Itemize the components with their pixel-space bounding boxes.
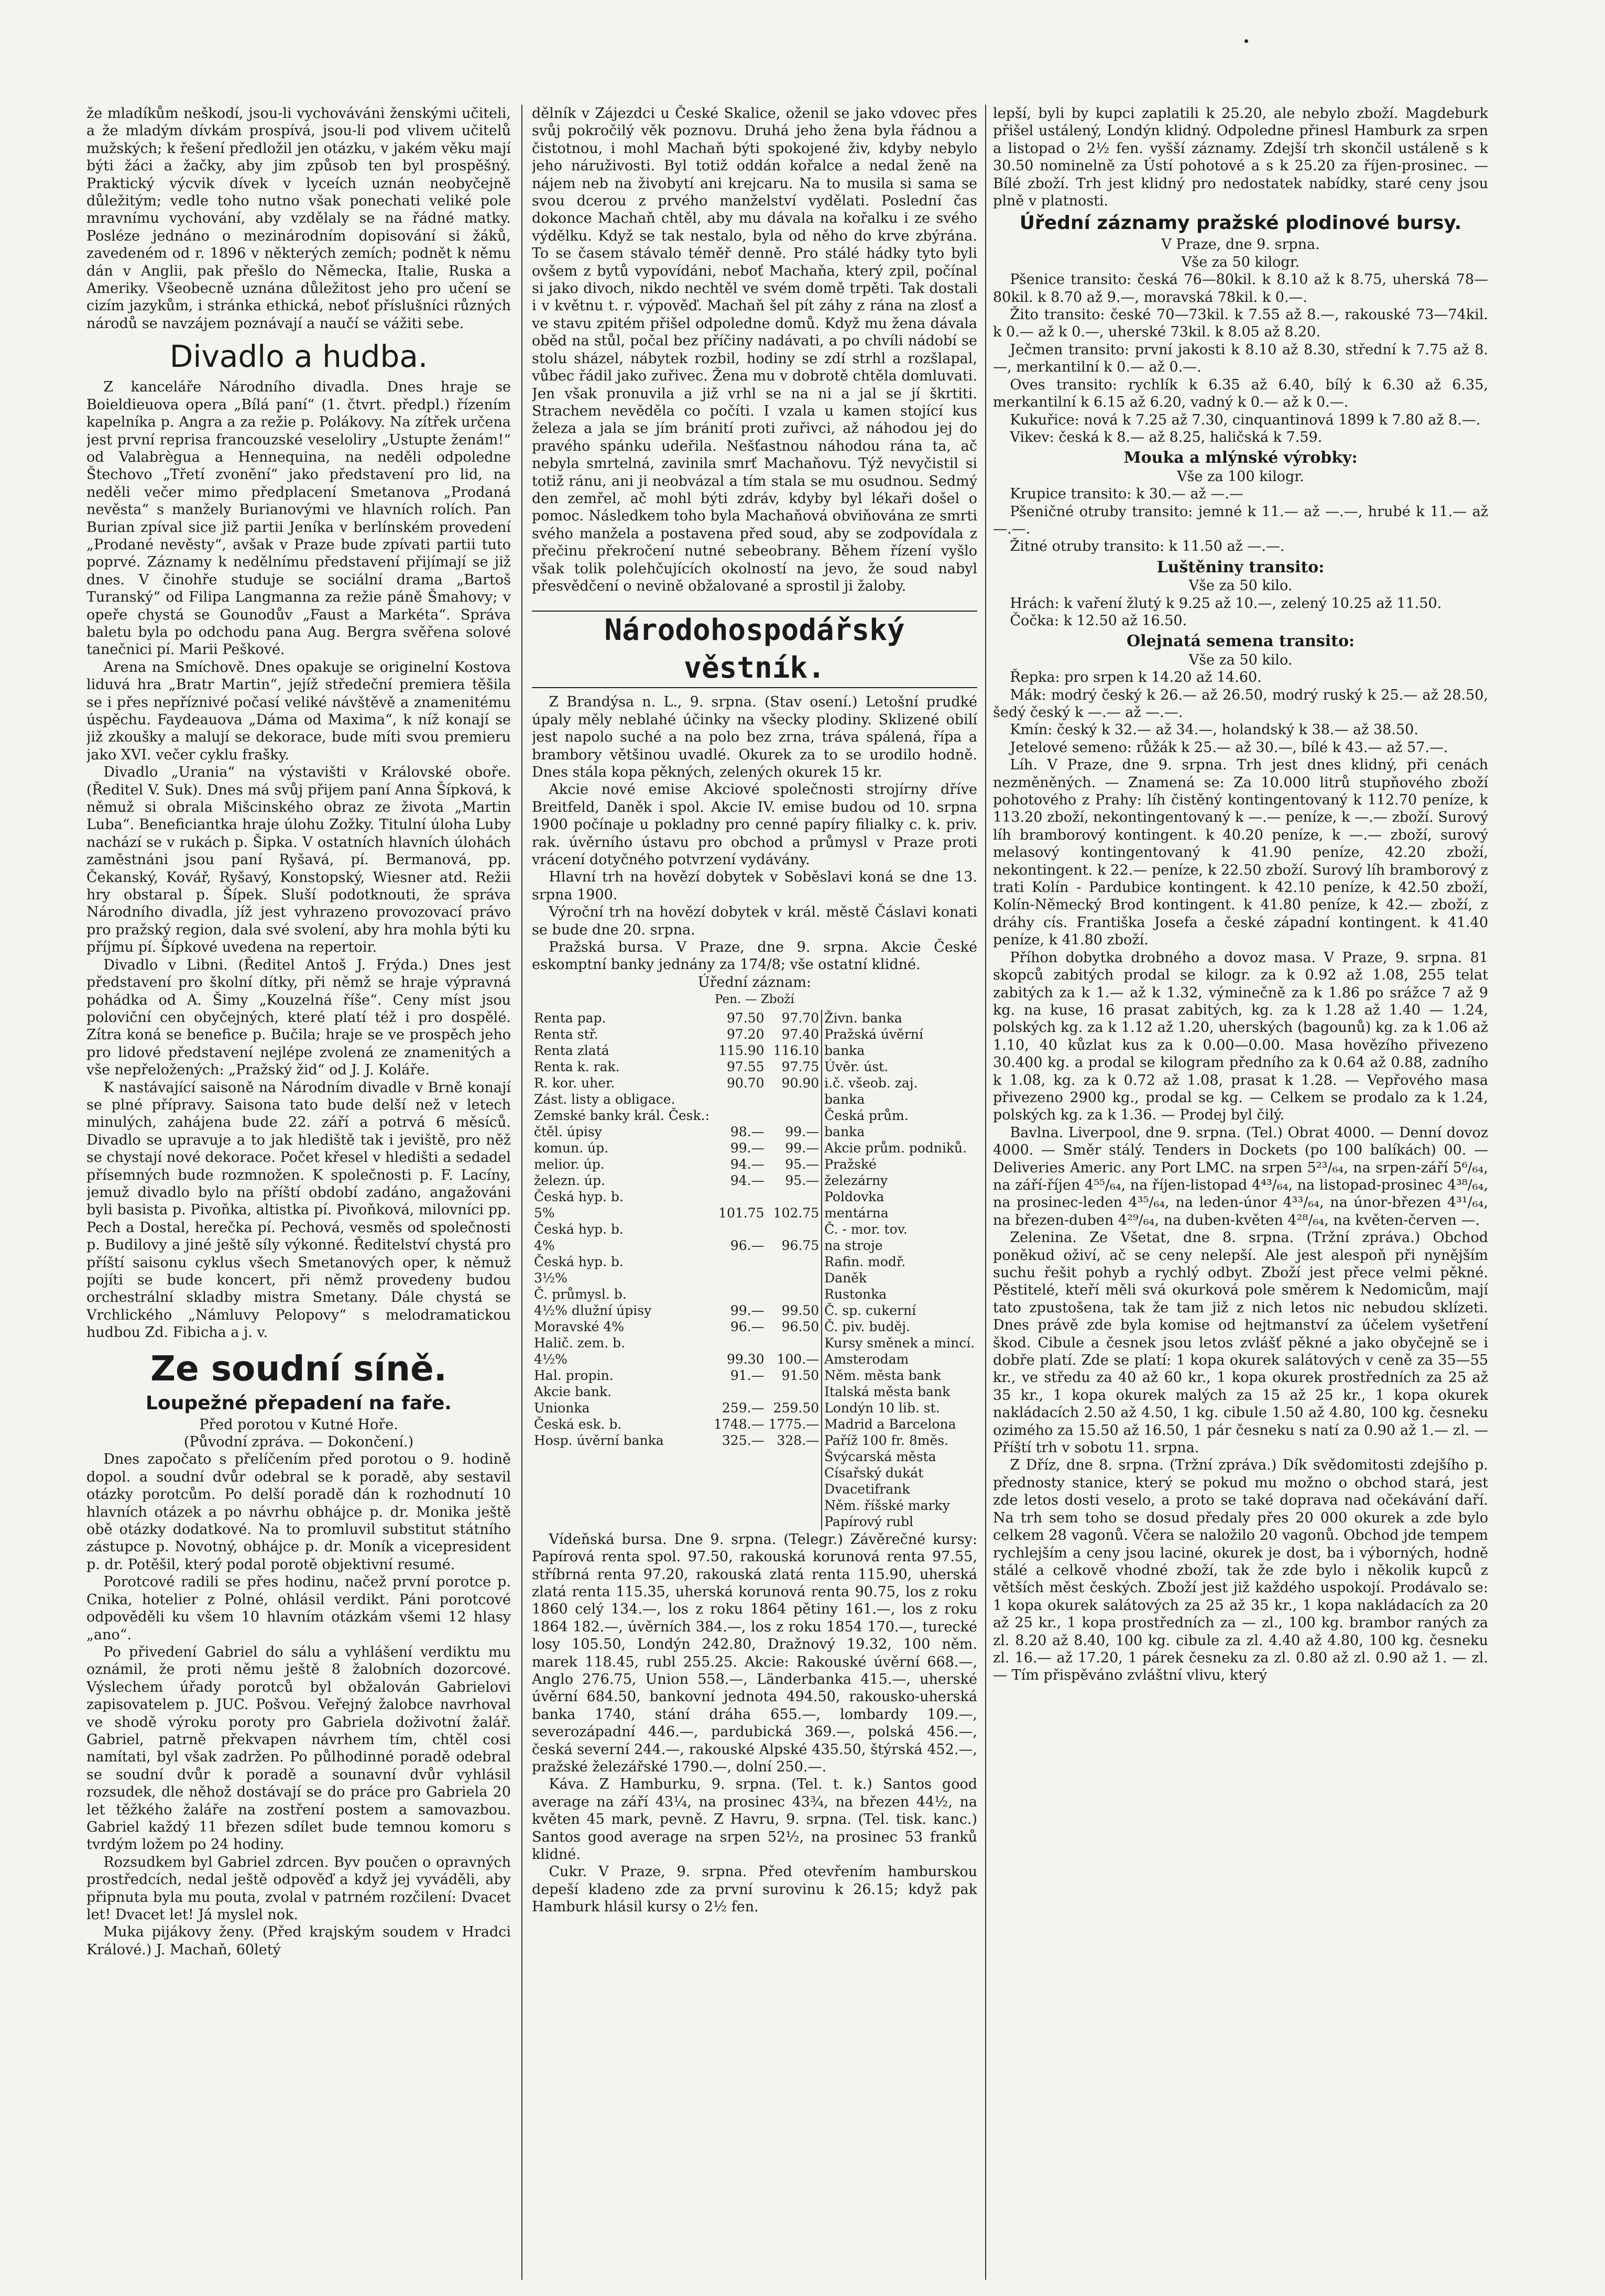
list-item: Jetelové semeno: růžák k 25.— až 30.—, bílé k 43.— až 57.—.	[1010, 739, 1448, 756]
table-cell: 98.—	[730, 1124, 765, 1139]
table-cell: Švýcarská města	[822, 1449, 977, 1465]
table-cell: 99.30	[727, 1351, 765, 1367]
table-cell: Rafin. modř.	[822, 1254, 977, 1270]
table-cell: Úvěr. úst.	[822, 1059, 977, 1075]
table-cell: 5%	[534, 1205, 555, 1221]
column-3	[993, 105, 1488, 1684]
table-cell	[712, 1221, 767, 1237]
table-cell	[767, 1254, 822, 1270]
table-cell	[767, 1335, 822, 1351]
table-cell: Italská města bank	[822, 1384, 977, 1400]
table-row	[532, 1237, 977, 1254]
table-cell: Moravské 4%	[534, 1319, 625, 1334]
section-heading-divadlo: Divadlo a hudba.	[169, 339, 428, 375]
table-cell: 94.—	[730, 1172, 765, 1188]
table-cell: Něm. říšské marky	[822, 1497, 977, 1514]
page-dot	[1244, 39, 1248, 43]
table-cell: Živn. banka	[822, 1010, 977, 1026]
table-cell	[767, 1497, 822, 1514]
table-row	[532, 1432, 977, 1449]
table-row	[532, 1384, 977, 1400]
table-cell: banka	[822, 1091, 977, 1107]
table-row	[532, 1107, 977, 1124]
table-cell	[712, 1107, 767, 1124]
table-cell: 97.55	[727, 1059, 765, 1074]
list-item: Pšeničné otruby transito: jemné k 11.— až —.—, hrubé k 11.— až —.—.	[993, 503, 1488, 537]
paragraph: Z kanceláře Národního divadla. Dnes hraje se Boieldieuova opera „Bílá paní“ (1. čtvrt. předpl.) řízením kapelníka p. Angra a za režie p. Polákovy. Na zítřek určena jest první reprisa francouzské veseloliry „Ustupte ženám!“ od Valabrègua a Hennequina, na neděli odpoledne Štechovo „Třetí zvonění“ jako představení pro lid, na neděli večer mimo předplacení Smetanova „Prodaná nevěsta“ s manžely Burianovými ve hlavních rolích. Pan Burian zpíval sice již partii Jeníka v berlínském provedení „Prodané nevěsty“, avšak v Praze bude zpívati partii tuto poprvé. Záznamy k nedělnímu představení přijímají se již dnes. V činohře studuje se sociální drama „Bartoš Turanský“ od Filipa Langmanna za režie páně Šmahovy; v opeře chystá se Gounodův „Faust a Markéta“. Správa baletu byla po odchodu pana Aug. Bergra svěřena solové tanečnici pí. Marii Peškové.	[86, 379, 511, 658]
table-cell: Hal. propin.	[534, 1367, 614, 1383]
table-cell: železn. úp.	[534, 1172, 605, 1188]
table-cell	[712, 1497, 767, 1514]
table-cell: Unionka	[534, 1400, 590, 1416]
table-cell: 99.—	[785, 1124, 820, 1139]
table-cell: Zemské banky král. Česk.:	[534, 1107, 709, 1123]
table-row	[532, 1075, 977, 1091]
table-cell: mentárna	[822, 1205, 977, 1221]
table-cell	[712, 1465, 767, 1481]
table-cell: 95.—	[785, 1172, 820, 1188]
table-cell: Č. průmysl. b.	[534, 1286, 627, 1302]
list-item: Krupice transito: k 30.— až —.—	[1010, 486, 1243, 503]
table-row	[532, 1124, 977, 1140]
section-heading-narodohospodarsky: Národohospodářský věstník.	[532, 611, 977, 688]
table-cell	[532, 1481, 712, 1497]
table-cell	[767, 1384, 822, 1400]
table-cell: Zást. listy a obligace.	[534, 1091, 675, 1107]
paragraph: Z Brandýsa n. L., 9. srpna. (Stav osení.) Letošní prudké úpaly měly neblahé účinky na všecky plodiny. Sklizené obilí jest napolo suché a na polo bez zrna, tráva spálená, řípa a brambory většinou uvadlé. Okurek za to se urodilo hodně. Dnes stála kopa pěkných, zelených okurek 15 kr.	[532, 694, 977, 780]
subheading: V Praze, dne 9. srpna.	[1161, 236, 1320, 253]
table-cell	[767, 1465, 822, 1481]
table-cell	[532, 1497, 712, 1514]
table-cell	[767, 1221, 822, 1237]
list-item: Pšenice transito: česká 76—80kil. k 8.10 až k 8.75, uherská 78—80kil. k 8.70 až 9.—, moravská 78kil. k 0.—.	[993, 271, 1488, 306]
table-cell: Č. - mor. tov.	[822, 1221, 977, 1237]
table-cell: Amsterodam	[822, 1351, 977, 1367]
table-cell: Rustonka	[822, 1286, 977, 1302]
list-item: Oves transito: rychlík k 6.35 až 6.40, bílý k 6.30 až 6.35, merkantilní k 6.15 až 6.20, vadný k 0.— až k 0.—.	[993, 376, 1488, 411]
table-row	[532, 1449, 977, 1465]
paragraph: K nastávající saisoně na Národním divadle v Brně konají se plné přípravy. Saisona tato bude delší než v letech minulých, zahájena bude 22. září a potrvá 6 měsíců. Divadlo se upravuje a to jak hlediště tak i jeviště, pro něž se chystají nové dekorace. Počet křesel v hledišti a sedadel přísemných bude rozmnožen. K společnosti p. F. Lacíny, jemuž divadlo bylo na příští období zadáno, angažováni byli basista p. Pivoňka, altistka pí. Pivoňková, milovníci pp. Pech a Dostal, herečka pí. Pechová, vesměs od společnosti p. Budilovy a jiné ještě síly výkonné. Ředitelství chystá pro příští saisonu cyklus všech Smetanových oper, k němuž pojíti se bude koncert, při němž provedeny budou orchestrální skladby mistra Smetany. Dále chystá se Vrchlického „Námluvy Pelopovy“ s melodramatickou hudbou Zd. Fibicha a j. v.	[86, 1079, 511, 1341]
table-cell: Renta stř.	[534, 1026, 598, 1042]
paragraph: Rozsudkem byl Gabriel zdrcen. Byv poučen o opravných prostředcích, nedal ještě odpověď a když jej vyváděli, aby připnuta byla mu pouta, zvolal v patrném rozčilení: Dvacet let! Dvacet let! Já myslel nok.	[86, 1854, 511, 1923]
column-rule	[521, 105, 522, 2280]
paragraph: Porotcové radili se přes hodinu, načež první porotce p. Cnika, hotelier z Polné, ohlásil verdikt. Páni porotcové odpověděli ku všem 10 hlavním otázkám všemi 12 hlasy „ano“.	[86, 1574, 511, 1643]
table-cell	[712, 1514, 767, 1530]
list-item: Mák: modrý český k 26.— až 26.50, modrý ruský k 25.— až 28.50, šedý český k —.— až —.—.	[993, 687, 1488, 721]
table-cell: na stroje	[822, 1237, 977, 1254]
table-cell	[712, 1335, 767, 1351]
table-cell: Česká hyp. b.	[534, 1189, 624, 1204]
paragraph: lepší, byli by kupci zaplatili k 25.20, ale nebylo zboží. Magdeburk přišel ustálený, Londýn klidný. Odpoledne přinesl Hamburk za srpen a listopad o 2½ fen. vyšší záznamy. Zdejší trh skončil ustáleně s k 30.50 nominelně za Ústí pohotové a s k 25.20 za říjen-prosinec. — Bílé zboží. Trh jest klidný pro nedostatek nabídky, staré ceny jsou plně v platnosti.	[993, 105, 1488, 210]
table-cell: 101.75	[718, 1205, 765, 1221]
table-cell: 97.40	[781, 1026, 820, 1042]
table-cell: 99.50	[781, 1302, 820, 1318]
table-cell: Česká esk. b.	[534, 1416, 622, 1432]
table-row	[532, 1172, 977, 1189]
table-cell	[712, 1189, 767, 1205]
list-item: Žitné otruby transito: k 11.50 až —.—.	[1010, 538, 1285, 555]
paragraph: Arena na Smíchově. Dnes opakuje se originelní Kostova liduvá hra „Bratr Martin“, jejíž středeční premiera těšila se i přes nepříznivé počasí veliké návštěvě a znamenitému úspěchu. Faydeauova „Dáma od Maxima“, k níž konají se již zkoušky a malují se dekorace, bude míti svou premieru jako XVI. večer cyklu frašky.	[86, 659, 511, 763]
table-cell: 102.75	[773, 1205, 820, 1221]
paragraph: dělník v Zájezdci u České Skalice, oženil se jako vdovec přes svůj pokročilý věk poznovu. Druhá jeho žena byla řádnou a čistotnou, i mohl Machaň býti spokojené živ, kdyby nebylo jeho náruživosti. Byl totiž oddán kořalce a nedal ženě na nájem neb na živobytí ani krejcaru. Na to musila si sama se svou dcerou z prvého manželství vydělati. Poslední čas dokonce Machaň chtěl, aby mu dávala na kořalku i ze svého výdělku. Když se tak nestalo, byla od něho do krve zbýrána. To se časem stávalo téměř denně. Pro stálé hádky tyto byli ovšem z bytů vypovídáni, neboť Machaňa, který zpil, počínal si jako divoch, nikdo nechtěl ve svém domě trpěti. Tak dostali i v květnu t. r. výpověď. Machaň šel pít záhy z rána na zlosť a ve stavu zpitém přišel odpoledne domů. Když mu žena dávala oběd na stůl, počal bez příčiny nadávati, a po chvíli nádobí se stolu sházel, nábytek rozbil, hodiny se zdí strhl a rozšlapal, vůbec řádil jako zuřivec. Žena mu v dobrotě chtěla domluvati. Jen však pronuvila a již vrhl se na ni a jal se jí škrtiti. Strachem nevěděla co počíti. I vzala u kamen stojící kus železa a jala se jím bránití proti zuřivci, až náhodou jej do pravého spánku udeřila. Nešťastnou náhodou rána ta, ač nebyla smrtelná, zavinila smrť Machaňovu. Týž nevyčistil si totiž ránu, ani ji neobvázal a tím stala se mu osudnou. Sedmý den zemřel, ač mohl býti zdráv, kdyby byl lékaři došel o pomoc. Následkem toho byla Machaňová obviňována ze smrti svého manžela a postavena před soud, aby se zodpovídala z přečinu překročení nutné sebeobrany. Během řízení vyšlo však tolik polehčujících okolností na jevo, že soud nabyl přesvědčení o nevině obžalované a sprostil ji žaloby.	[532, 105, 977, 594]
table-cell: 116.10	[773, 1042, 820, 1058]
table-cell	[712, 1270, 767, 1286]
table-cell: 97.75	[781, 1059, 820, 1074]
table-cell: Č. piv. buděj.	[822, 1319, 977, 1335]
table-row	[532, 1026, 977, 1042]
table-cell	[767, 1091, 822, 1107]
table-cell: 4½% dlužní úpisy	[534, 1302, 652, 1318]
paragraph: Výroční trh na hovězí dobytek v král. městě Čáslavi konati se bude dne 20. srpna.	[532, 904, 977, 938]
table-cell	[712, 1286, 767, 1302]
paragraph: že mladíkům neškodí, jsou-li vychováváni ženskými učiteli, a že mladým dívkám prospívá, jsou-li pod vlivem učitelů mužských; k řešení předložil jen otázku, v jakém věku mají býti žáci a žačky, aby jim způsob ten byl prospěšný. Praktický výcvik dívek v lyceích uznán neobyčejně důležitým; vedle toho nutno však ponechati veliké pole mravnímu vychování, aby vzdělaly se na řádné matky. Posléze jednáno o mezinárodním dopisování si žáků, zavedeném od r. 1896 v některých zemích; podnět k němu dán v Anglii, pak přešlo do Německa, Italie, Ruska a Ameriky. Všeobecně uznána důležitost jeho pro učení se cizím jazykům, i stránka ethická, neboť příslušníci různých národů se navzájem poznávají a naučí se vážiti sebe.	[86, 105, 511, 332]
column-1	[86, 105, 511, 1958]
table-cell: 96.75	[781, 1237, 820, 1253]
table-cell: 328.—	[777, 1432, 820, 1448]
paragraph: Akcie nové emise Akciové společnosti strojírny dříve Breitfeld, Daněk i spol. Akcie IV. emise budou od 10. srpna 1900 počínaje u pokladny pro cenné papíry filialky c. k. priv. rak. úvěrního ústavu pro obchod a průmysl v Praze proti vrácení dotyčného potvrzení vydávány.	[532, 781, 977, 868]
list-item: Čočka: k 12.50 až 16.50.	[1010, 612, 1187, 629]
table-cell: 96.—	[730, 1319, 765, 1334]
list-item: Kmín: český k 32.— až 34.—, holandský k 38.— až 38.50.	[1010, 722, 1418, 738]
table-cell: 90.70	[727, 1075, 765, 1091]
table-cell: 97.70	[781, 1010, 820, 1026]
subheading: Luštěniny transito:	[1156, 558, 1325, 576]
subheading: Vše za 50 kilogr.	[1181, 254, 1300, 270]
table-row	[532, 1416, 977, 1432]
paragraph: Bavlna. Liverpool, dne 9. srpna. (Tel.) Obrat 4000. — Denní dovoz 4000. — Směr stálý. Tenders in Dockets (po 100 balíkách) 00. — Deliveries Americ. any Port LMC. na srpen 5²³/₆₄, na srpen-září 5⁶/₆₄, na září-říjen 4⁵⁵/₆₄, na říjen-listopad 4⁴³/₆₄, na listopad-prosinec 4³⁸/₆₄, na prosinec-leden 4³⁵/₆₄, na leden-únor 4³³/₆₄, na únor-březen 4³¹/₆₄, na březen-duben 4²⁹/₆₄, na duben-květen 4²⁸/₆₄, na květen-červen —.	[993, 1124, 1488, 1228]
table-cell: komun. úp.	[534, 1140, 609, 1156]
table-cell: 97.20	[727, 1026, 765, 1042]
table-cell: 1775.—	[768, 1416, 820, 1432]
table-row	[532, 1042, 977, 1059]
table-cell: 325.—	[722, 1432, 765, 1448]
table-cell: 3½%	[534, 1270, 567, 1286]
paragraph: Divadlo „Urania“ na výstavišti v Královské oboře. (Ředitel V. Suk). Dnes má svůj přijem paní Anna Šípková, k němuž si obrala Mišcinského obraz ze života „Martin Luba“. Beneficiantka hraje úlohu Zožky. Titulní úloha Luby nachází se v rukách p. Šipka. V ostatních hlavních úlohách zaměstnáni jsou paní Ryšavá, pí. Bermanová, pp. Čekanský, Kovář, Ryšavý, Konstopský, Wiesner atd. Režii hry obstaral p. Šípek. Sluší podotknouti, že správa Národního divadla, jíž jest vyhrazeno provozovací právo pro pražský region, dala své svolení, aby hra mohla býti ku příjmu pí. Šípkové uvedena na repertoir.	[86, 764, 511, 956]
section-heading-soud: Ze soudní síně.	[150, 1348, 447, 1389]
table-cell: Renta pap.	[534, 1010, 606, 1026]
table-cell: Pražské	[822, 1156, 977, 1172]
table-cell	[712, 1254, 767, 1270]
article-note: (Původní zpráva. — Dokončení.)	[183, 1434, 414, 1451]
subheading: Vše za 100 kilogr.	[1177, 468, 1304, 485]
table-cell	[767, 1286, 822, 1302]
table-cell: 259.—	[722, 1400, 765, 1416]
table-row	[532, 1497, 977, 1514]
table-cell: Hosp. úvěrní banka	[534, 1432, 664, 1448]
table-cell	[712, 1091, 767, 1107]
table-row	[532, 1205, 977, 1221]
table-cell: Papírový rubl	[822, 1514, 977, 1530]
table-cell: Poldovka	[822, 1189, 977, 1205]
subheading: Vše za 50 kilo.	[1188, 578, 1293, 594]
table-cell: 1748.—	[714, 1416, 765, 1432]
table-row	[532, 1156, 977, 1172]
table-row	[532, 1254, 977, 1270]
table-cell	[712, 1481, 767, 1497]
table-cell: Císařský dukát	[822, 1465, 977, 1481]
table-cell: Kursy směnek a mincí.	[822, 1335, 977, 1351]
table-cell: Madrid a Barcelona	[822, 1416, 977, 1432]
table-row	[532, 1335, 977, 1351]
table-cell: Londýn 10 lib. st.	[822, 1400, 977, 1416]
table-header: Pen. — Zboží	[715, 993, 794, 1007]
table-cell: Česká hyp. b.	[534, 1254, 624, 1269]
table-cell: 90.90	[781, 1075, 820, 1091]
list-item: Kukuřice: nová k 7.25 až 7.30, cinquantinová 1899 k 7.80 až 8.—.	[1010, 411, 1481, 428]
list-item: Řepka: pro srpen k 14.20 až 14.60.	[1010, 669, 1262, 686]
list-item: Ječmen transito: první jakosti k 8.10 až 8.30, střední k 7.75 až 8.—, merkantilní k 0.— až 0.—.	[993, 341, 1488, 376]
paragraph: Příhon dobytka drobného a dovoz masa. V Praze, 9. srpna. 81 skopců zabitých prodal se kilogr. za k 0.92 až 1.08, 255 telat zabitých za k 1.— až k 1.32, výminečně za k 1.86 po srážce 7 až 9 kg. na kuse, 16 prasat zabitých, kg. za k 1.28 až 1.40 — 1.24, polských kg. za k 1.12 až 1.20, uherských (bagounů) kg. za k 1.06 až 1.10, 40 kůzlat kus za k 0.00—0.00. Masa hovězího přivezeno 30.400 kg. a prodal se kilogram předního za k 0.64 až 0.88, zadního k 1.08, kg. za k 0.72 až 1.08, prasat k 1.28. — Vepřového masa přivezeno 2900 kg., prodal se kg. — Celkem se prodalo za k 1.24, polských kg. za k 1.36. — Prodej byl čilý.	[993, 949, 1488, 1124]
table-cell: Renta k. rak.	[534, 1059, 620, 1074]
paragraph: Hlavní trh na hovězí dobytek v Soběslavi koná se dne 13. srpna 1900.	[532, 869, 977, 903]
table-cell: 99.—	[785, 1140, 820, 1156]
table-cell	[712, 1449, 767, 1465]
column-rule	[985, 105, 986, 2280]
table-cell: 259.50	[773, 1400, 820, 1416]
table-cell: 4½%	[534, 1351, 567, 1367]
article-subheading: Před porotou v Kutné Hoře.	[199, 1416, 398, 1433]
table-cell: Česká prům.	[822, 1107, 977, 1124]
table-row	[532, 1514, 977, 1530]
paragraph: Vídeňská bursa. Dne 9. srpna. (Telegr.) Závěrečné kursy: Papírová renta spol. 97.50, rakouská korunová renta 97.55, stříbrná renta 97.20, rakouská zlatá renta 115.90, uherská zlatá renta 115.35, uherská korunová renta 90.75, los z roku 1860 celý 134.—, los z roku 1864 pětiny 161.—, los z roku 1864 182.—, úvěrních 384.—, los z roku 1854 170.—, turecké losy 105.50, Londýn 242.80, Dražnový 19.32, 100 něm. marek 118.45, rubl 255.25. Akcie: Rakouské úvěrní 668.—, Anglo 276.75, Union 558.—, Länderbanka 415.—, uherské úvěrní 684.50, bankovní jednota 494.50, rakousko-uherská banka 1740, stání dráha 655.—, lombardy 109.—, severozápadní 446.—, pardubická 369.—, polská 456.—, česká severní 244.—, rakouské Alpské 435.50, štýrská 452.—, pražské železářské 1790.—, dolní 250.—.	[532, 1531, 977, 1775]
section-heading-uredni: Úřední záznamy pražské plodinové bursy.	[1019, 212, 1462, 234]
table-cell: 91.—	[730, 1367, 765, 1383]
table-cell: 4%	[534, 1237, 555, 1253]
table-cell: čtěl. úpisy	[534, 1124, 602, 1139]
table-row	[532, 1286, 977, 1302]
table-row	[532, 1270, 977, 1286]
table-cell: 115.90	[718, 1042, 765, 1058]
column-2	[532, 105, 977, 1916]
table-cell: Akcie bank.	[534, 1384, 612, 1399]
table-cell	[767, 1481, 822, 1497]
table-row	[532, 1189, 977, 1205]
table-cell	[532, 1449, 712, 1465]
table-cell: Akcie prům. podniků.	[822, 1140, 977, 1156]
paragraph: Dnes započato s přelíčením před porotou o 9. hodině dopol. a soudní dvůr odebral se k poradě, aby sestavil otázky porotcům. Po delší poradě dán k rozhodnutí 10 hlavních otázek a po návrhu obhájce p. dr. Monika ještě obě otázky dodatkové. Na to promluvil substitut státního zástupce p. Novotný, obhájce p. dr. Moník a vicepresident p. dr. Potěšil, který podal porotě objektivní resumé.	[86, 1451, 511, 1573]
paragraph: Divadlo v Libni. (Ředitel Antoš J. Frýda.) Dnes jest představení pro školní dítky, při němž se hraje výpravná pohádka od A. Šimy „Kouzelná říše“. Ceny míst jsou poloviční cen obyčejných, které platí též i pro dospělé. Zítra koná se benefice p. Bučila; hraje se ve prospěch jeho pro lidové představení nejlépe zvolená ze znamenitých a vše nepřeložených: „Pražský žid“ od J. J. Koláře.	[86, 956, 511, 1079]
table-cell: Česká hyp. b.	[534, 1221, 624, 1237]
table-cell: Halič. zem. b.	[534, 1335, 626, 1351]
paragraph: Z Dříz, dne 8. srpna. (Tržní zpráva.) Dík svědomitosti zdejšího p. přednosty stanice, který se pokud mu možno o obchod stará, jest zde letos dosti veselo, a proto se také doprava nad očekávání daří. Na trh sem toho se dosud předaly přes 20 000 okurek a zde bylo celkem 28 vagonů. Včera se naložilo 20 vagonů. Obchod jde tempem rychlejším a ceny jsou laciné, okurek je dost, ba i výborných, hodně stálé a celkově vhodné zboží, tak že zde bylo i několik kupců z větších měst českých. Zboží jest již každého uspokojí. Prodávalo se: 1 kopa okurek salátových za 25 až 35 kr., 1 kopa nakládacích za 20 až 25 kr., 1 kopa prostředních za — zl., 100 kg. brambor raných za zl. 8.20 až 8.40, 100 kg. cibule za zl. 4.40 až 4.80, 100 kg. česneku zl. 16.— až 17.20, 1 párek česneku za zl. 0.80 až zl. 0.90 až 1. — zl. — Tím přispěváno zvláštní vlivu, který	[993, 1457, 1488, 1684]
table-cell: 94.—	[730, 1156, 765, 1172]
table-cell	[767, 1107, 822, 1124]
table-cell: banka	[822, 1124, 977, 1140]
table-cell: 95.—	[785, 1156, 820, 1172]
table-row	[532, 1010, 977, 1026]
table-cell	[532, 1465, 712, 1481]
paragraph: Muka pijákovy ženy. (Před krajským soudem v Hradci Králové.) J. Machaň, 60letý	[86, 1924, 511, 1958]
subheading: Mouka a mlýnské výrobky:	[1123, 449, 1358, 467]
table-cell: 96.—	[730, 1237, 765, 1253]
table-cell	[767, 1189, 822, 1205]
list-item: Žito transito: české 70—73kil. k 7.55 až 8.—, rakouské 73—74kil. k 0.— až k 0.—, uherské 73kil. k 8.05 až 8.20.	[993, 307, 1488, 341]
table-cell	[532, 1514, 712, 1530]
subheading: Vše za 50 kilo.	[1188, 651, 1293, 668]
paragraph: Po přivedení Gabriel do sálu a vyhlášení verdiktu mu oznámil, že proti němu ještě 8 žalobních dozorcové. Výslechem úřady porotců byl obžalován Gabrielovi zapisovatelem p. JUC. Pošvou. Veřejný žalobce navrhoval ve shodě výroku poroty pro Gabriela doživotní žalář. Gabriel, patrně překvapen návrhem tím, chtěl cosi namítati, byl však zadržen. Po půlhodinné poradě odebral se soudní dvůr k poradě a sounavní dvůr vyhlásil rozsudek, dle něhož dostávají se do práce pro Gabriela 20 let těžkého žaláře na zostření postem a samovazbou. Gabriel každý 11 březen sdílet bude temnou komoru s tvrdým ložem po 24 hodiny.	[86, 1644, 511, 1853]
table-cell: Č. sp. cukerní	[822, 1302, 977, 1319]
table-cell: Renta zlatá	[534, 1042, 609, 1058]
table-row	[532, 1221, 977, 1237]
paragraph: Káva. Z Hamburku, 9. srpna. (Tel. t. k.) Santos good average na září 43¼, na prosinec 43¾, na březen 44½, na květen 45 mark, pevně. Z Havru, 9. srpna. (Tel. tisk. kanc.) Santos good average na srpen 52½, na prosinec 53 franků klidné.	[532, 1776, 977, 1863]
subheading: Olejnatá semena transito:	[1126, 632, 1355, 651]
table-cell: R. kor. uher.	[534, 1075, 615, 1091]
table-cell: Daněk	[822, 1270, 977, 1286]
table-row	[532, 1059, 977, 1075]
paragraph: Zelenina. Ze Všetat, dne 8. srpna. (Tržní zpráva.) Obchod poněkud oživí, ač se ceny nelepší. Ale jest alespoň při nynějším suchu řešit pohyb a rychlý odbyt. Zboží jest přece velmi pěkné. Pěstitelé, kteří měli svá okurková pole směrem k Nedomicům, mají tato zpustošena, tak že tam již z nich letos nic nebudou sklízeti. Dnes právě zde byla komise od hejtmanství za účelem vyšetření škod. Cibule a česnek jsou letos zvlášť pěkné a jako obyčejně se i dobře platí. Zde se platí: 1 kopa okurek salátových v ceně za 35—55 kr., ve středu za 40 až 60 kr., 1 kopa okurek prostředních za 25 až 35 kr., 1 kopa okurek malých za 15 až 25 kr., 1 kopa okurek nakládacích 2.50 až 4.50, 1 kg. cibule 1.50 až 4.80, 100 kg. česneku ozimého za 15.50 až 16.50, 1 pár česneku s natí za 0.90 až 1.— zl. — Příští trh v sobotu 11. srpna.	[993, 1229, 1488, 1456]
table-cell: 97.50	[727, 1010, 765, 1026]
table-cell: melior. úp.	[534, 1156, 605, 1172]
table-cell	[767, 1449, 822, 1465]
table-row	[532, 1140, 977, 1156]
table-cell: Pražská úvěrní	[822, 1026, 977, 1042]
table-cell: 99.—	[730, 1140, 765, 1156]
table-cell: 96.50	[781, 1319, 820, 1334]
table-row	[532, 1351, 977, 1367]
table-cell: 100.—	[777, 1351, 820, 1367]
table-cell	[767, 1514, 822, 1530]
table-row	[532, 1367, 977, 1384]
table-cell: železárny	[822, 1172, 977, 1189]
table-cell: banka	[822, 1042, 977, 1059]
table-cell: i.č. všeob. zaj.	[822, 1075, 977, 1091]
table-cell: Dvacetifrank	[822, 1481, 977, 1497]
list-item: Vikev: česká k 8.— až 8.25, haličská k 7.59.	[1010, 429, 1323, 445]
table-cell	[767, 1270, 822, 1286]
table-cell: 99.—	[730, 1302, 765, 1318]
table-row	[532, 1465, 977, 1481]
table-cell: Paříž 100 fr. 8měs.	[822, 1432, 977, 1449]
table-row	[532, 1302, 977, 1319]
table-cell: Něm. města bank	[822, 1367, 977, 1384]
table-row	[532, 1400, 977, 1416]
table-cell: 91.50	[781, 1367, 820, 1383]
paragraph: Cukr. V Praze, 9. srpna. Před otevřením hamburskou depeší kladeno zde za první surovinu k 26.15; když pak Hamburk hlásil kursy o 2½ fen.	[532, 1864, 977, 1916]
list-item: Hrách: k vaření žlutý k 9.25 až 10.—, zelený 10.25 až 11.50.	[1010, 595, 1442, 612]
paragraph: Pražská bursa. V Praze, dne 9. srpna. Akcie České eskomptní banky jednány za 174/8; vše ostatní klidné.	[532, 939, 977, 973]
paragraph: Líh. V Praze, dne 9. srpna. Trh jest dnes klidný, při cenách nezměněných. — Znamená se: Za 10.000 litrů stupňového zboží pohotového z Prahy: líh čistěný kontingentovaný k 112.70 peníze, k 113.20 zboží, nekontingentovaný k —.— peníze, k —.— zboží. Surový líh bramborový kontingent. k 40.20 peníze, k —.— zboží, surový melasový kontingentovaný k 41.90 peníze, 42.20 zboží, nekontingent. k 22.— peníze, k 22.50 zboží. Surový líh bramborový z trati Kolín - Pardubice kontingent. k 42.10 peníze, k 42.50 zboží, Kolín-Německý Brod kontingent. k 41.80 peníze, k 42.— zboží, z dráhy cís. Františka Josefa a české západní kontingent. k 41.40 peníze, k 41.80 zboží.	[993, 757, 1488, 949]
table-row	[532, 1481, 977, 1497]
rates-table	[532, 1010, 977, 1530]
table-row	[532, 1091, 977, 1107]
table-title: Úřední záznam:	[697, 974, 812, 991]
table-cell	[712, 1384, 767, 1400]
table-row	[532, 1319, 977, 1335]
article-heading: Loupežné přepadení na faře.	[146, 1392, 452, 1414]
